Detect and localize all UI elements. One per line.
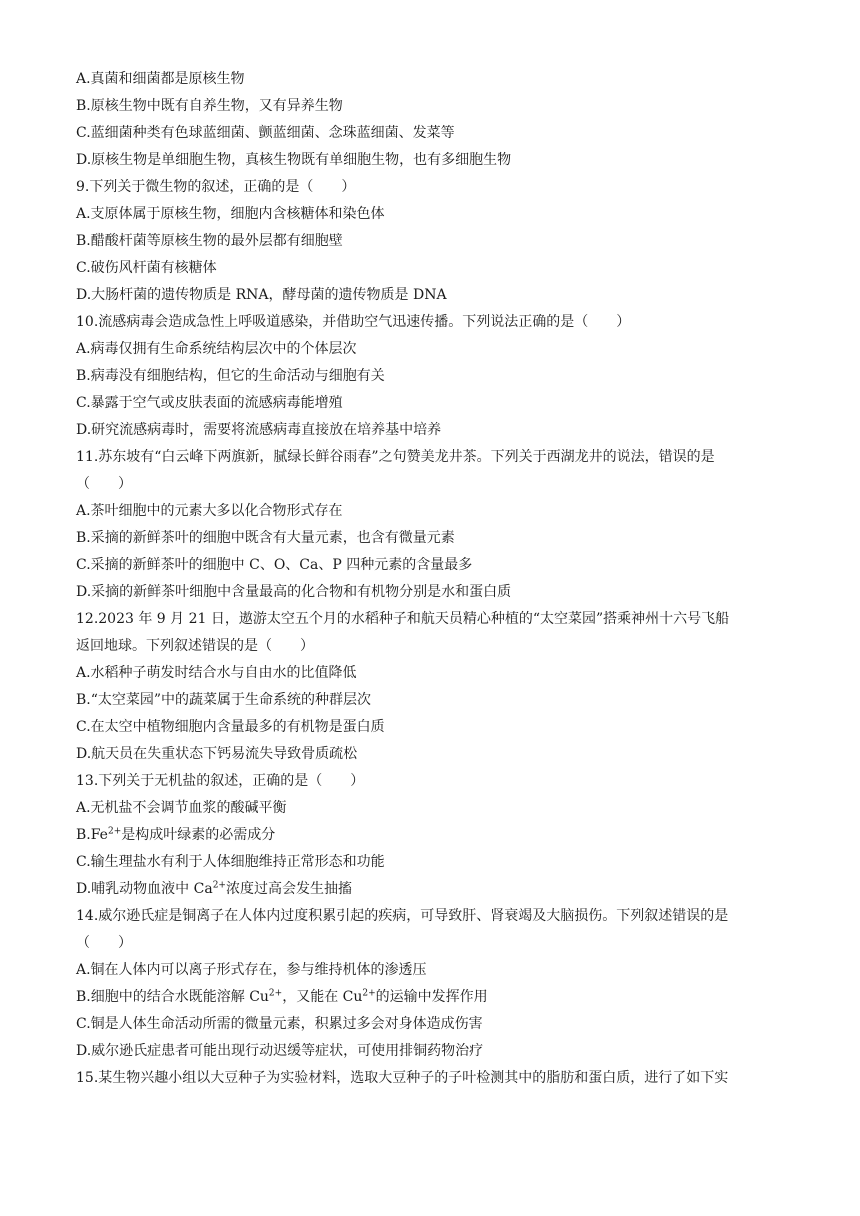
option-c-q8: C.蓝细菌种类有色球蓝细菌、颤蓝细菌、念珠蓝细菌、发菜等 [76, 125, 455, 141]
option-d-q8: D.原核生物是单细胞生物，真核生物既有单细胞生物，也有多细胞生物 [76, 152, 512, 168]
question-14-stem-cont: （ ） [76, 935, 132, 951]
option-a-q14: A.铜在人体内可以离子形式存在，参与维持机体的渗透压 [76, 962, 427, 978]
option-b-q13-sup: 2+ [107, 826, 122, 837]
option-b-q14-mid: ，又能在 Cu [282, 989, 363, 1005]
option-a-q8: A.真菌和细菌都是原核生物 [76, 71, 245, 87]
option-d-q14: D.威尔逊氏症患者可能出现行动迟缓等症状，可使用排铜药物治疗 [76, 1043, 484, 1059]
option-d-q11: D.采摘的新鲜茶叶细胞中含量最高的化合物和有机物分别是水和蛋白质 [76, 584, 512, 600]
option-a-q9: A.支原体属于原核生物，细胞内含核糖体和染色体 [76, 206, 385, 222]
option-b-q13 [76, 822, 788, 849]
question-12-stem-cont: 返回地球。下列叙述错误的是（ ） [76, 638, 314, 654]
option-c-q9: C.破伤风杆菌有核糖体 [76, 260, 217, 276]
option-c-q12: C.在太空中植物细胞内含量最多的有机物是蛋白质 [76, 719, 385, 735]
option-b-q14-post: 的运输中发挥作用 [375, 989, 488, 1005]
option-b-q14-pre: B.细胞中的结合水既能溶解 Cu [76, 989, 269, 1005]
option-a-q13: A.无机盐不会调节血浆的酸碱平衡 [76, 800, 287, 816]
option-b-q14 [76, 984, 788, 1011]
option-b-q14-sup2: 2+ [362, 988, 376, 999]
option-c-q10: C.暴露于空气或皮肤表面的流感病毒能增殖 [76, 395, 343, 411]
option-c-q14: C.铜是人体生命活动所需的微量元素，积累过多会对身体造成伤害 [76, 1016, 483, 1032]
option-b-q13-pre: B.Fe [76, 827, 108, 843]
option-a-q11: A.茶叶细胞中的元素大多以化合物形式存在 [76, 503, 343, 519]
option-b-q14-sup1: 2+ [268, 988, 283, 999]
option-d-q13 [76, 876, 788, 903]
option-b-q11: B.采摘的新鲜茶叶的细胞中既含有大量元素，也含有微量元素 [76, 530, 455, 546]
question-11-stem: 11.苏东坡有“白云峰下两旗新，腻绿长鲜谷雨春”之句赞美龙井茶。下列关于西湖龙井的说法，错误的是 [76, 449, 715, 465]
question-13-stem: 13.下列关于无机盐的叙述，正确的是（ ） [76, 773, 365, 789]
question-11-stem-cont: （ ） [76, 476, 132, 492]
option-b-q8: B.原核生物中既有自养生物，又有异养生物 [76, 98, 343, 114]
option-a-q12: A.水稻种子萌发时结合水与自由水的比值降低 [76, 665, 357, 681]
question-text [76, 66, 788, 1092]
question-14-stem: 14.威尔逊氏症是铜离子在人体内过度积累引起的疾病，可导致肝、肾衰竭及大脑损伤。下列叙述错误的是 [76, 908, 729, 924]
option-d-q13-post: 浓度过高会发生抽搐 [225, 881, 352, 897]
option-b-q13-post: 是构成叶绿素的必需成分 [121, 827, 276, 843]
option-d-q13-sup: 2+ [212, 880, 226, 891]
option-a-q10: A.病毒仅拥有生命系统结构层次中的个体层次 [76, 341, 357, 357]
question-10-stem: 10.流感病毒会造成急性上呼吸道感染，并借助空气迅速传播。下列说法正确的是（ ） [76, 314, 631, 330]
option-b-q9: B.醋酸杆菌等原核生物的最外层都有细胞壁 [76, 233, 343, 249]
question-9-stem: 9.下列关于微生物的叙述，正确的是（ ） [76, 179, 356, 195]
option-c-q13: C.输生理盐水有利于人体细胞维持正常形态和功能 [76, 854, 385, 870]
option-d-q12: D.航天员在失重状态下钙易流失导致骨质疏松 [76, 746, 358, 762]
option-d-q9: D.大肠杆菌的遗传物质是 RNA，酵母菌的遗传物质是 DNA [76, 287, 447, 303]
option-b-q12: B.“太空菜园”中的蔬菜属于生命系统的种群层次 [76, 692, 372, 708]
question-15-stem: 15.某生物兴趣小组以大豆种子为实验材料，选取大豆种子的子叶检测其中的脂肪和蛋白质，进行了如下实 [76, 1070, 729, 1086]
option-d-q10: D.研究流感病毒时，需要将流感病毒直接放在培养基中培养 [76, 422, 442, 438]
option-d-q13-pre: D.哺乳动物血液中 Ca [76, 881, 213, 897]
option-c-q11: C.采摘的新鲜茶叶的细胞中 C、O、Ca、P 四种元素的含量最多 [76, 557, 473, 573]
option-b-q10: B.病毒没有细胞结构，但它的生命活动与细胞有关 [76, 368, 385, 384]
question-12-stem: 12.2023 年 9 月 21 日，遨游太空五个月的水稻种子和航天员精心种植的“太空菜园”搭乘神州十六号飞船 [76, 611, 730, 627]
